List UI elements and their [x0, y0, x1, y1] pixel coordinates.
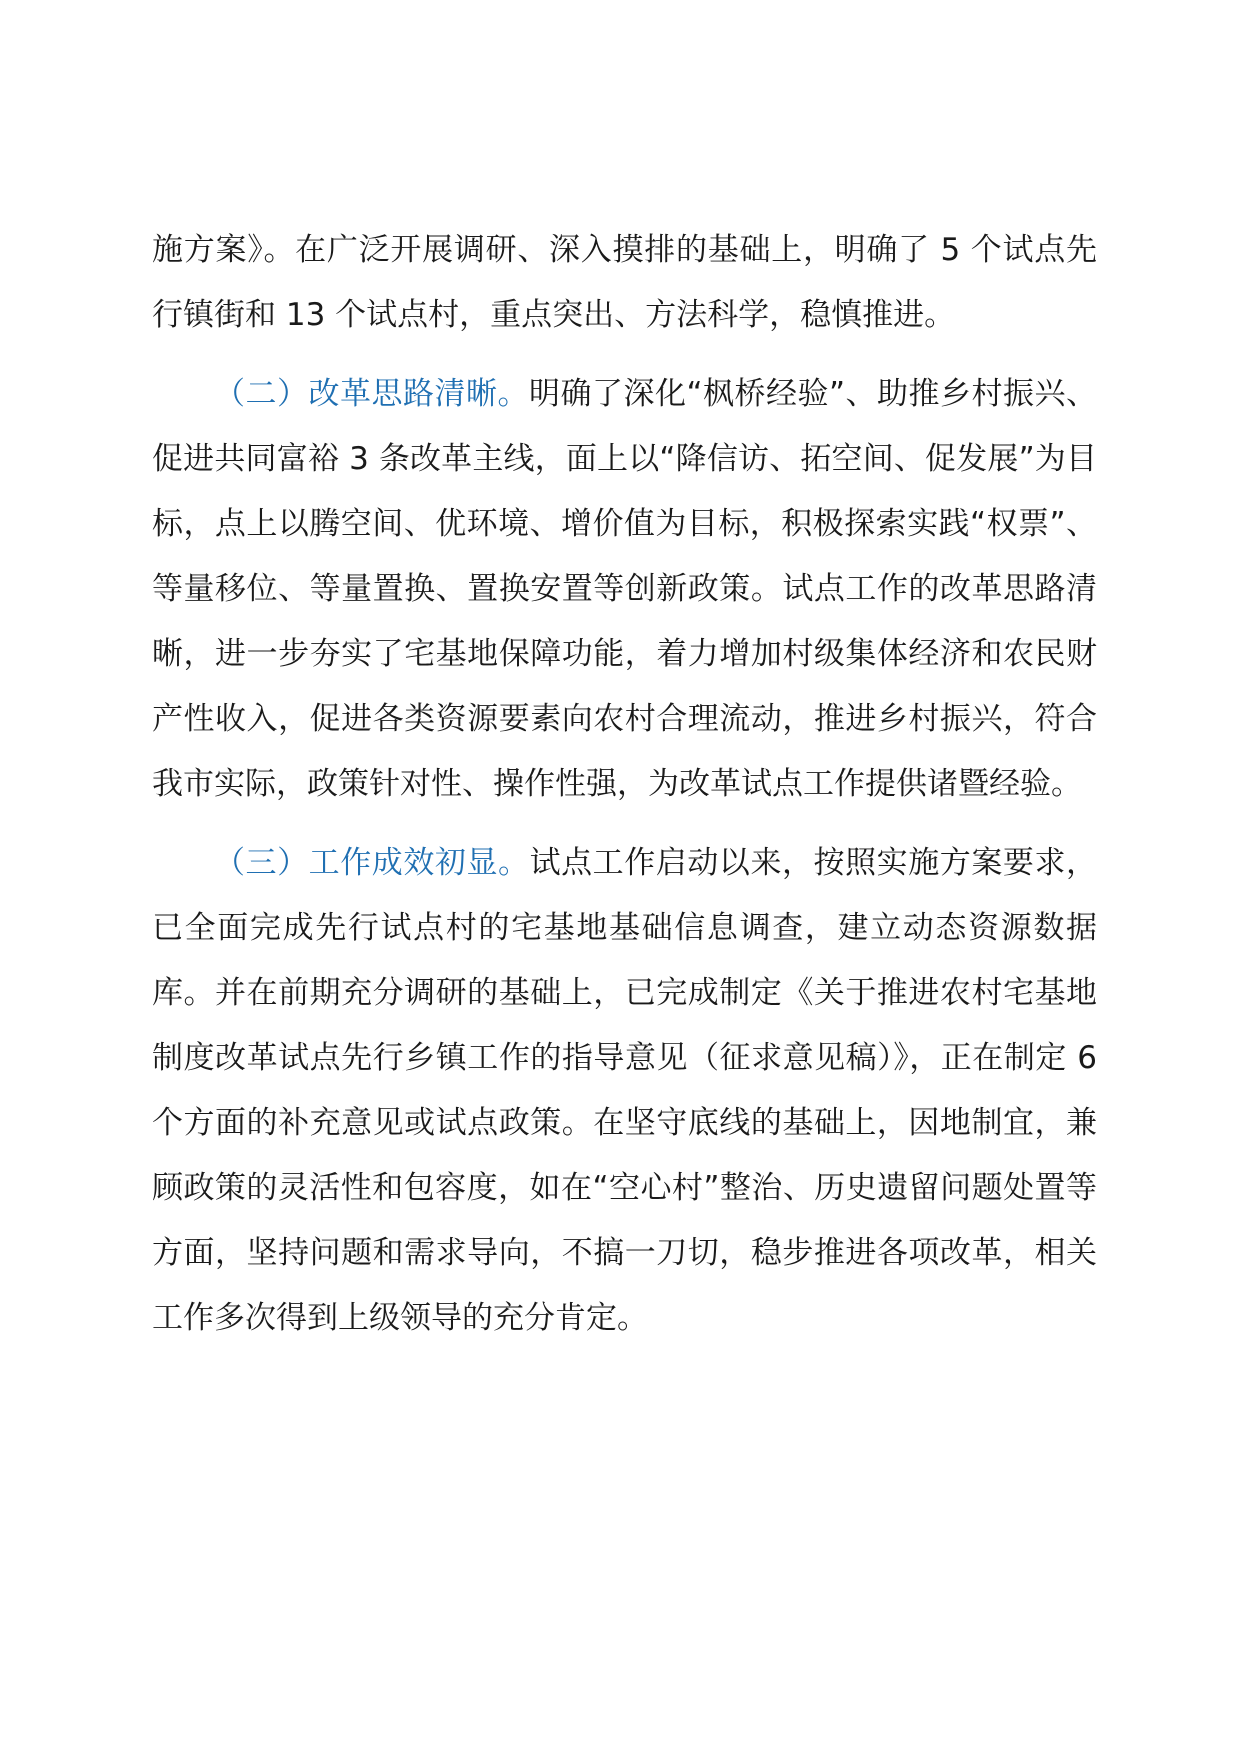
document-body: [152, 218, 1097, 1351]
paragraph-body: 施方案》。在广泛开展调研、深入摸排的基础上，明确了 5 个试点先行镇街和 13 个试点村，重点突出、方法科学，稳慎推进。: [152, 232, 1097, 333]
paragraph-reform-approach: [152, 362, 1097, 817]
paragraph-continuation: [152, 218, 1097, 348]
paragraph-body: 明确了深化“枫桥经验”、助推乡村振兴、促进共同富裕 3 条改革主线，面上以“降信访、拓空间、促发展”为目标，点上以腾空间、优环境、增价值为目标，积极探索实践“权票”、等量移位、等量置换、置换安置等创新政策。试点工作的改革思路清晰，进一步夯实了宅基地保障功能，着力增加村级集体经济和农民财产性收入，促进各类资源要素向农村合理流动，推进乡村振兴，符合我市实际，政策针对性、操作性强，为改革试点工作提供诸暨经验。: [152, 376, 1098, 802]
paragraph-body: 试点工作启动以来，按照实施方案要求，已全面完成先行试点村的宅基地基础信息调查，建立动态资源数据库。并在前期充分调研的基础上，已完成制定《关于推进农村宅基地制度改革试点先行乡镇工作的指导意见（征求意见稿）》，正在制定 6 个方面的补充意见或试点政策。在坚守底线的基础上，因地制宜，兼顾政策的灵活性和包容度，如在“空心村”整治、历史遗留问题处置等方面，坚持问题和需求导向，不搞一刀切，稳步推进各项改革，相关工作多次得到上级领导的充分肯定。: [152, 845, 1098, 1336]
paragraph-initial-results: [152, 831, 1097, 1351]
section-heading-initial-results: （三）工作成效初显。: [214, 845, 530, 881]
section-heading-reform-approach: （二）改革思路清晰。: [214, 376, 529, 412]
